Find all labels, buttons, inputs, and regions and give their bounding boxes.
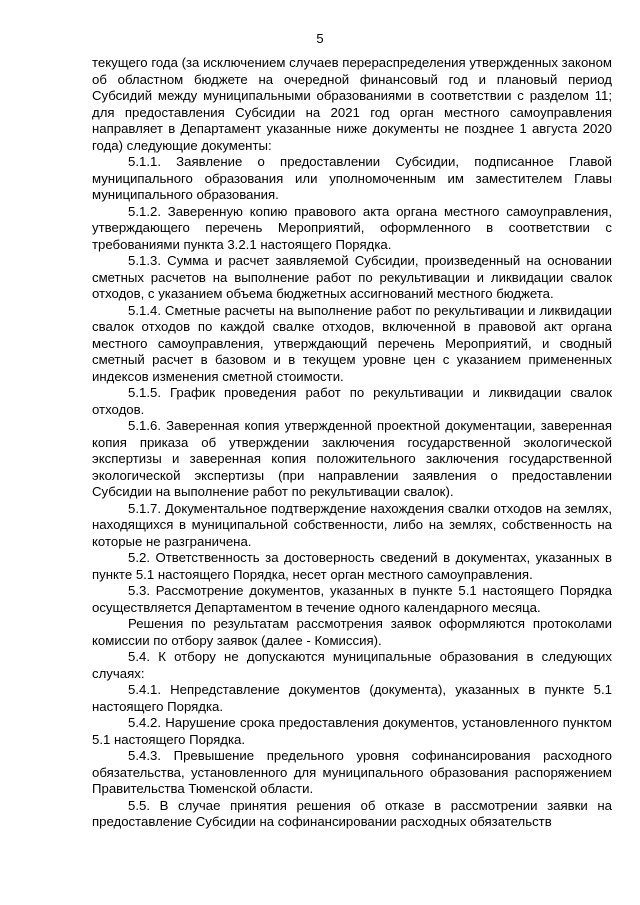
paragraph-5-1-5: 5.1.5. График проведения работ по рекультивации и ликвидации свалок отходов. bbox=[92, 385, 612, 417]
paragraph-5-1-2: 5.1.2. Заверенную копию правового акта органа местного самоуправления, утверждающего перечень Мероприятий, оформленного в соответствии с требованиями пункта 3.2.1 настоящего Порядка. bbox=[92, 203, 612, 252]
paragraph-5-4-2: 5.4.2. Нарушение срока предоставления документов, установленного пунктом 5.1 настоящего Порядка. bbox=[92, 715, 612, 747]
paragraph-5-5: 5.5. В случае принятия решения об отказе в рассмотрении заявки на предоставление Субсидии на софинансировании расходных обязательств bbox=[92, 797, 612, 829]
paragraph-5-4: 5.4. К отбору не допускаются муниципальные образования в следующих случаях: bbox=[92, 649, 612, 681]
paragraph-5-1-6: 5.1.6. Заверенная копия утвержденной проектной документации, заверенная копия приказа об утверждении заключения государственной экологической экспертизы и заверенная копия положительного заключения государственной экологической экспертизы (при направлении заявления о предоставлении Субсидии на выполнение работ по рекультивации свалок). bbox=[92, 418, 612, 499]
paragraph-5-2: 5.2. Ответственность за достоверность сведений в документах, указанных в пункте 5.1 настоящего Порядка, несет орган местного самоуправления. bbox=[92, 550, 612, 582]
paragraph-5-3: 5.3. Рассмотрение документов, указанных в пункте 5.1 настоящего Порядка осуществляется Департаментом в течение одного календарного месяца. bbox=[92, 583, 612, 615]
paragraph-decisions: Решения по результатам рассмотрения заявок оформляются протоколами комиссии по отбору заявок (далее - Комиссия). bbox=[92, 616, 612, 648]
document-body bbox=[92, 55, 612, 831]
paragraph-5-1-1: 5.1.1. Заявление о предоставлении Субсидии, подписанное Главой муниципального образования или уполномоченным им заместителем Главы муниципального образования. bbox=[92, 154, 612, 202]
paragraph-5-1-3: 5.1.3. Сумма и расчет заявляемой Субсидии, произведенный на основании сметных расчетов на выполнение работ по рекультивации и ликвидации свалок отходов, с указанием объема бюджетных ассигнований местного бюджета. bbox=[92, 253, 612, 301]
paragraph-5-4-1: 5.4.1. Непредставление документов (документа), указанных в пункте 5.1 настоящего Порядка. bbox=[92, 682, 612, 714]
paragraph-5-4-3: 5.4.3. Превышение предельного уровня софинансирования расходного обязательства, установленного для муниципального образования распоряжением Правительства Тюменской области. bbox=[92, 748, 612, 796]
paragraph-5-1-4: 5.1.4. Сметные расчеты на выполнение работ по рекультивации и ликвидации свалок отходов по каждой свалке отходов, включенной в правовой акт органа местного самоуправления, утверждающий перечень Мероприятий, и сводный сметный расчет в базовом и в текущем уровне цен с указанием примененных индексов изменения сметной стоимости. bbox=[92, 302, 612, 384]
paragraph-intro-continued: текущего года (за исключением случаев перераспределения утвержденных законом об областном бюджете на очередной финансовый год и плановый период Субсидий между муниципальными образованиями в соответствии с разделом 11; для предоставления Субсидии на 2021 год орган местного самоуправления направляет в Департамент указанные ниже документы не позднее 1 августа 2020 года) следующие документы: bbox=[92, 55, 612, 153]
page-number: 5 bbox=[316, 31, 324, 46]
paragraph-5-1-7: 5.1.7. Документальное подтверждение нахождения свалки отходов на землях, находящихся в муниципальной собственности, либо на землях, собственность на которые не разграничена. bbox=[92, 500, 612, 549]
